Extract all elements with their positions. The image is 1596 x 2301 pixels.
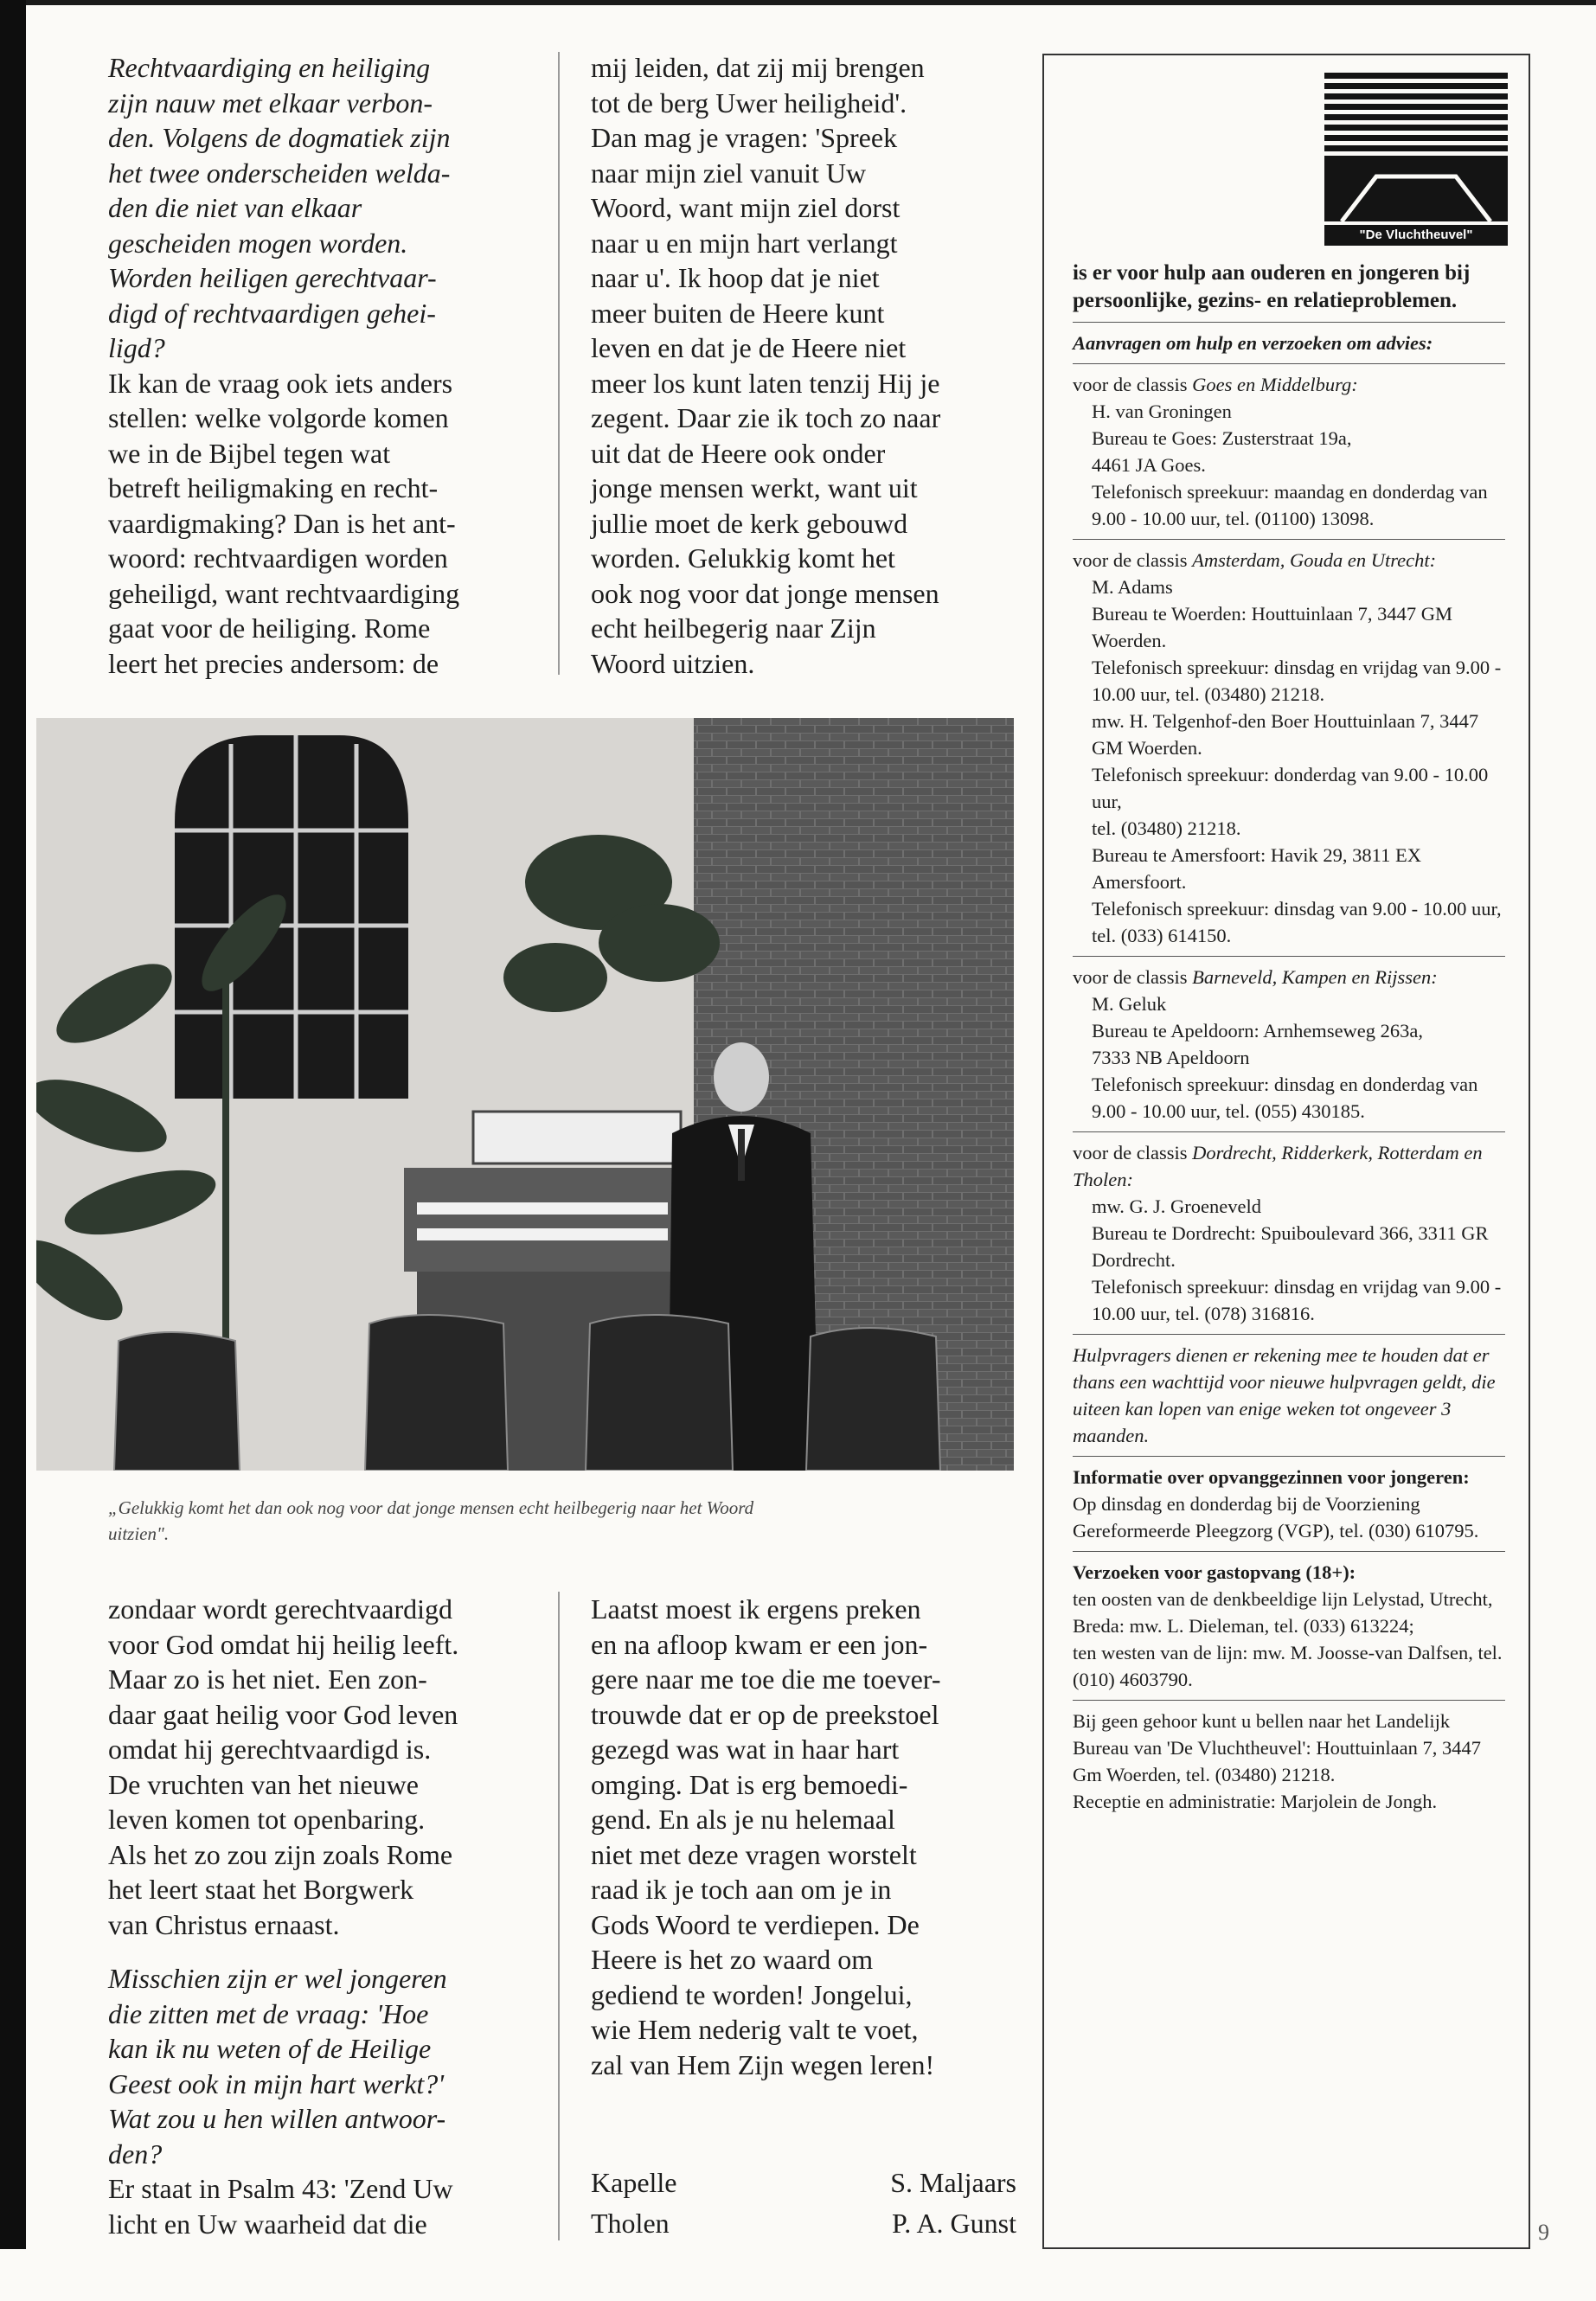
classis-label: voor de classis [1073, 549, 1193, 571]
info-line: tel. (03480) 21218. [1092, 817, 1241, 839]
text-line: zal van Hem Zijn wegen leren! [591, 2048, 935, 2080]
text-line: we in de Bijbel tegen wat [108, 437, 391, 469]
text-line: zondaar wordt gerechtvaardigd [108, 1593, 453, 1625]
text-line: kan ik nu weten of de Heilige [108, 2033, 432, 2064]
foster-heading: Informatie over opvanggezinnen voor jongeren: [1073, 1466, 1470, 1488]
info-line: M. Geluk [1092, 993, 1167, 1015]
intro-text: is er voor hulp aan ouderen en jongeren bij persoonlijke, gezins- en relatieproblemen. [1073, 261, 1471, 312]
info-line: Telefonisch spreekuur: maandag en donderdag van 9.00 - 10.00 uur, tel. (01100) 13098. [1092, 481, 1488, 529]
text-line: van Christus ernaast. [108, 1908, 340, 1940]
info-line: Bureau te Dordrecht: Spuiboulevard 366, 3311 GR Dordrecht. [1092, 1222, 1489, 1271]
text-line: Misschien zijn er wel jongeren [108, 1963, 447, 1994]
left-edge-bar [0, 0, 26, 2249]
text-line: omdat hij gerechtvaardigd is. [108, 1734, 432, 1765]
text-line: geheiligd, want rechtvaardiging [108, 577, 460, 609]
info-line: Bureau te Woerden: Houttuinlaan 7, 3447 GM Woerden. [1092, 603, 1453, 651]
text-line: zegent. Daar zie ik toch zo naar [591, 402, 941, 433]
classis-group [1073, 371, 1505, 532]
column-2-bottom [591, 1592, 1023, 2082]
text-line: Woord uitzien. [591, 647, 755, 679]
text-line: Laatst moest ik ergens preken [591, 1593, 921, 1625]
text-line: Rechtvaardiging en heiliging [108, 52, 431, 83]
text-line: Heere is het zo waard om [591, 1944, 874, 1975]
text-line: Ik kan de vraag ook iets anders [108, 367, 453, 399]
signature-places [591, 2163, 764, 2244]
text-line: den die niet van elkaar [108, 192, 362, 223]
text-line: trouwde dat er op de preekstoel [591, 1698, 939, 1730]
divider [1073, 1551, 1505, 1552]
signature-place: Tholen [591, 2208, 670, 2239]
answer-2 [108, 2171, 541, 2241]
text-line: Worden heiligen gerechtvaar- [108, 262, 437, 293]
logo-label: "De Vluchtheuvel" [1359, 228, 1473, 242]
text-line: Wat zou u hen willen antwoor- [108, 2103, 446, 2134]
text-line: niet met deze vragen worstelt [591, 1838, 917, 1870]
text-line: vaardigmaking? Dan is het ant- [108, 507, 456, 539]
text-line: jullie moet de kerk gebouwd [591, 507, 908, 539]
classis-names: Amsterdam, Gouda en Utrecht: [1192, 549, 1437, 571]
text-line: zijn nauw met elkaar verbon- [108, 87, 433, 119]
text-line: betreft heiligmaking en recht- [108, 472, 439, 503]
text-line: voor God omdat hij heilig leeft. [108, 1628, 459, 1660]
top-edge-bar [0, 0, 1596, 5]
vluchtheuvel-logo [1324, 73, 1508, 246]
text-line: uit dat de Heere ook onder [591, 437, 886, 469]
text-line: naar mijn ziel vanuit Uw [591, 157, 867, 189]
classis-group [1073, 547, 1505, 949]
signature-name: P. A. Gunst [891, 2208, 1016, 2239]
text-line: worden. Gelukkig komt het [591, 542, 895, 574]
photo-illustration [36, 718, 1014, 1471]
text-line: het twee onderscheiden welda- [108, 157, 451, 189]
text-line: gezegd was wat in haar hart [591, 1734, 900, 1765]
divider [1073, 1334, 1505, 1335]
divider [1073, 1456, 1505, 1457]
info-line: mw. G. J. Groeneveld [1092, 1195, 1261, 1217]
text-line: gend. En als je nu helemaal [591, 1804, 895, 1835]
text-line: gescheiden mogen worden. [108, 227, 408, 259]
column-2-top [591, 50, 1023, 681]
text-line: Maar zo is het niet. Een zon- [108, 1663, 427, 1695]
text-line: gaat voor de heiliging. Rome [108, 612, 431, 644]
divider [1073, 322, 1505, 323]
text-line: Gods Woord te verdiepen. De [591, 1908, 920, 1940]
vluchtheuvel-info [1073, 260, 1505, 1815]
info-line: Telefonisch spreekuur: dinsdag en vrijdag van 9.00 - 10.00 uur, tel. (078) 316816. [1092, 1276, 1502, 1324]
classis-names: Dordrecht, Ridderkerk, Rotterdam en Tholen: [1073, 1142, 1483, 1190]
text-line: omging. Dat is erg bemoedi- [591, 1768, 908, 1800]
text-line: Woord, want mijn ziel dorst [591, 192, 901, 223]
text-line: daar gaat heilig voor God leven [108, 1698, 458, 1730]
info-line: Bureau te Amersfoort: Havik 29, 3811 EX Amersfoort. [1092, 844, 1421, 893]
text-line: jonge mensen werkt, want uit [591, 472, 918, 503]
text-line: Er staat in Psalm 43: 'Zend Uw [108, 2173, 453, 2204]
text-line: het leert staat het Borgwerk [108, 1874, 414, 1905]
text-line: licht en Uw waarheid dat die [108, 2208, 427, 2240]
question-2 [108, 1961, 541, 2171]
text-line: leert het precies andersom: de [108, 647, 439, 679]
divider [1073, 1700, 1505, 1701]
text-line: woord: rechtvaardigen worden [108, 542, 448, 574]
column-1-top [108, 50, 541, 681]
info-line: H. van Groningen [1092, 401, 1232, 422]
text-line: ook nog voor dat jonge mensen [591, 577, 939, 609]
text-line: gediend te worden! Jongelui, [591, 1978, 913, 2010]
info-line: Telefonisch spreekuur: donderdag van 9.00 - 10.00 uur, [1092, 764, 1489, 812]
text-line: meer los kunt laten tenzij Hij je [591, 367, 940, 399]
text-line: leven en dat je de Heere niet [591, 332, 907, 363]
divider [1073, 363, 1505, 364]
column-divider [558, 52, 560, 675]
photo-man-at-organ [36, 718, 1014, 1471]
text-line: Dan mag je vragen: 'Spreek [591, 122, 898, 153]
info-line: mw. H. Telgenhof-den Boer Houttuinlaan 7, 3447 GM Woerden. [1092, 710, 1479, 759]
text-line: naar u'. Ik hoop dat je niet [591, 262, 880, 293]
text-line: den? [108, 2138, 163, 2170]
signature-names [843, 2163, 1016, 2244]
caption-line: „Gelukkig komt het dan ook nog voor dat jonge mensen echt heilbegerig naar het Woord [108, 1497, 754, 1518]
guest-line: ten westen van de lijn: mw. M. Joosse-van Dalfsen, tel. (010) 4603790. [1073, 1642, 1503, 1690]
text-line: Geest ook in mijn hart werkt?' [108, 2067, 445, 2099]
caption-line: uitzien". [108, 1523, 170, 1544]
classis-group [1073, 1139, 1505, 1327]
text-line: De vruchten van het nieuwe [108, 1768, 419, 1800]
text-line: digd of rechtvaardigen gehei- [108, 297, 436, 329]
info-line: Telefonisch spreekuur: dinsdag en vrijdag van 9.00 - 10.00 uur, tel. (03480) 21218. [1092, 657, 1502, 705]
question-1 [108, 50, 541, 366]
text-line: en na afloop kwam er een jon- [591, 1628, 928, 1660]
photo-caption [108, 1495, 1016, 1547]
text-line: gere naar me toe die me toever- [591, 1663, 941, 1695]
classis-label: voor de classis [1073, 1142, 1193, 1163]
page-number: 9 [1538, 2220, 1549, 2245]
foster-text: Op dinsdag en donderdag bij de Voorziening Gereformeerde Pleegzorg (VGP), tel. (030) 610795. [1073, 1493, 1479, 1541]
classis-label: voor de classis [1073, 374, 1193, 395]
info-line: 4461 JA Goes. [1092, 454, 1206, 476]
answer-1-continued [108, 1592, 541, 1942]
text-line: die zitten met de vraag: 'Hoe [108, 1997, 429, 2029]
footer-contact: Bij geen gehoor kunt u bellen naar het Landelijk Bureau van 'De Vluchtheuvel': Houttuinlaan 7, 3447 Gm Woerden, tel. (03480) 21218. [1073, 1710, 1481, 1785]
text-line: naar u en mijn hart verlangt [591, 227, 898, 259]
classis-label: voor de classis [1073, 966, 1193, 988]
text-line: meer buiten de Heere kunt [591, 297, 885, 329]
info-line: 7333 NB Apeldoorn [1092, 1047, 1250, 1068]
vluchtheuvel-logo-graphic [1324, 73, 1508, 246]
text-line: tot de berg Uwer heiligheid'. [591, 87, 907, 119]
divider [1073, 956, 1505, 957]
text-line: stellen: welke volgorde komen [108, 402, 449, 433]
signature-place: Kapelle [591, 2167, 677, 2198]
text-line: echt heilbegerig naar Zijn [591, 612, 876, 644]
text-line: wie Hem nederig valt te voet, [591, 2014, 919, 2045]
signature-name: S. Maljaars [890, 2167, 1016, 2198]
column-divider [558, 1592, 560, 2240]
text-line: mij leiden, dat zij mij brengen [591, 52, 925, 83]
info-line: Bureau te Goes: Zusterstraat 19a, [1092, 427, 1352, 449]
divider [1073, 539, 1505, 540]
waitlist-note: Hulpvragers dienen er rekening mee te houden dat er thans een wachttijd voor nieuwe hulpvragen geldt, die uiteen kan lopen van enige weken tot ongeveer 3 maanden. [1073, 1344, 1496, 1446]
text-line: Als het zo zou zijn zoals Rome [108, 1838, 453, 1870]
info-line: M. Adams [1092, 576, 1173, 598]
text-line: leven komen tot openbaring. [108, 1804, 426, 1835]
classis-group [1073, 964, 1505, 1125]
info-line: Telefonisch spreekuur: dinsdag van 9.00 - 10.00 uur, tel. (033) 614150. [1092, 898, 1502, 946]
request-heading: Aanvragen om hulp en verzoeken om advies: [1073, 332, 1433, 354]
classis-names: Barneveld, Kampen en Rijssen: [1192, 966, 1438, 988]
answer-1 [108, 366, 541, 682]
info-line: Telefonisch spreekuur: dinsdag en donderdag van 9.00 - 10.00 uur, tel. (055) 430185. [1092, 1074, 1478, 1122]
text-line: ligd? [108, 332, 165, 363]
text-line: raad ik je toch aan om je in [591, 1874, 892, 1905]
guest-heading: Verzoeken voor gastopvang (18+): [1073, 1561, 1356, 1583]
text-line: den. Volgens de dogmatiek zijn [108, 122, 451, 153]
guest-line: ten oosten van de denkbeeldige lijn Lelystad, Utrecht, Breda: mw. L. Dieleman, tel. (033) 613224; [1073, 1588, 1493, 1637]
column-1-bottom [108, 1592, 541, 2241]
classis-names: Goes en Middelburg: [1192, 374, 1358, 395]
divider [1073, 1131, 1505, 1132]
info-line: Bureau te Apeldoorn: Arnhemseweg 263a, [1092, 1020, 1424, 1042]
reception-text: Receptie en administratie: Marjolein de Jongh. [1073, 1791, 1438, 1812]
